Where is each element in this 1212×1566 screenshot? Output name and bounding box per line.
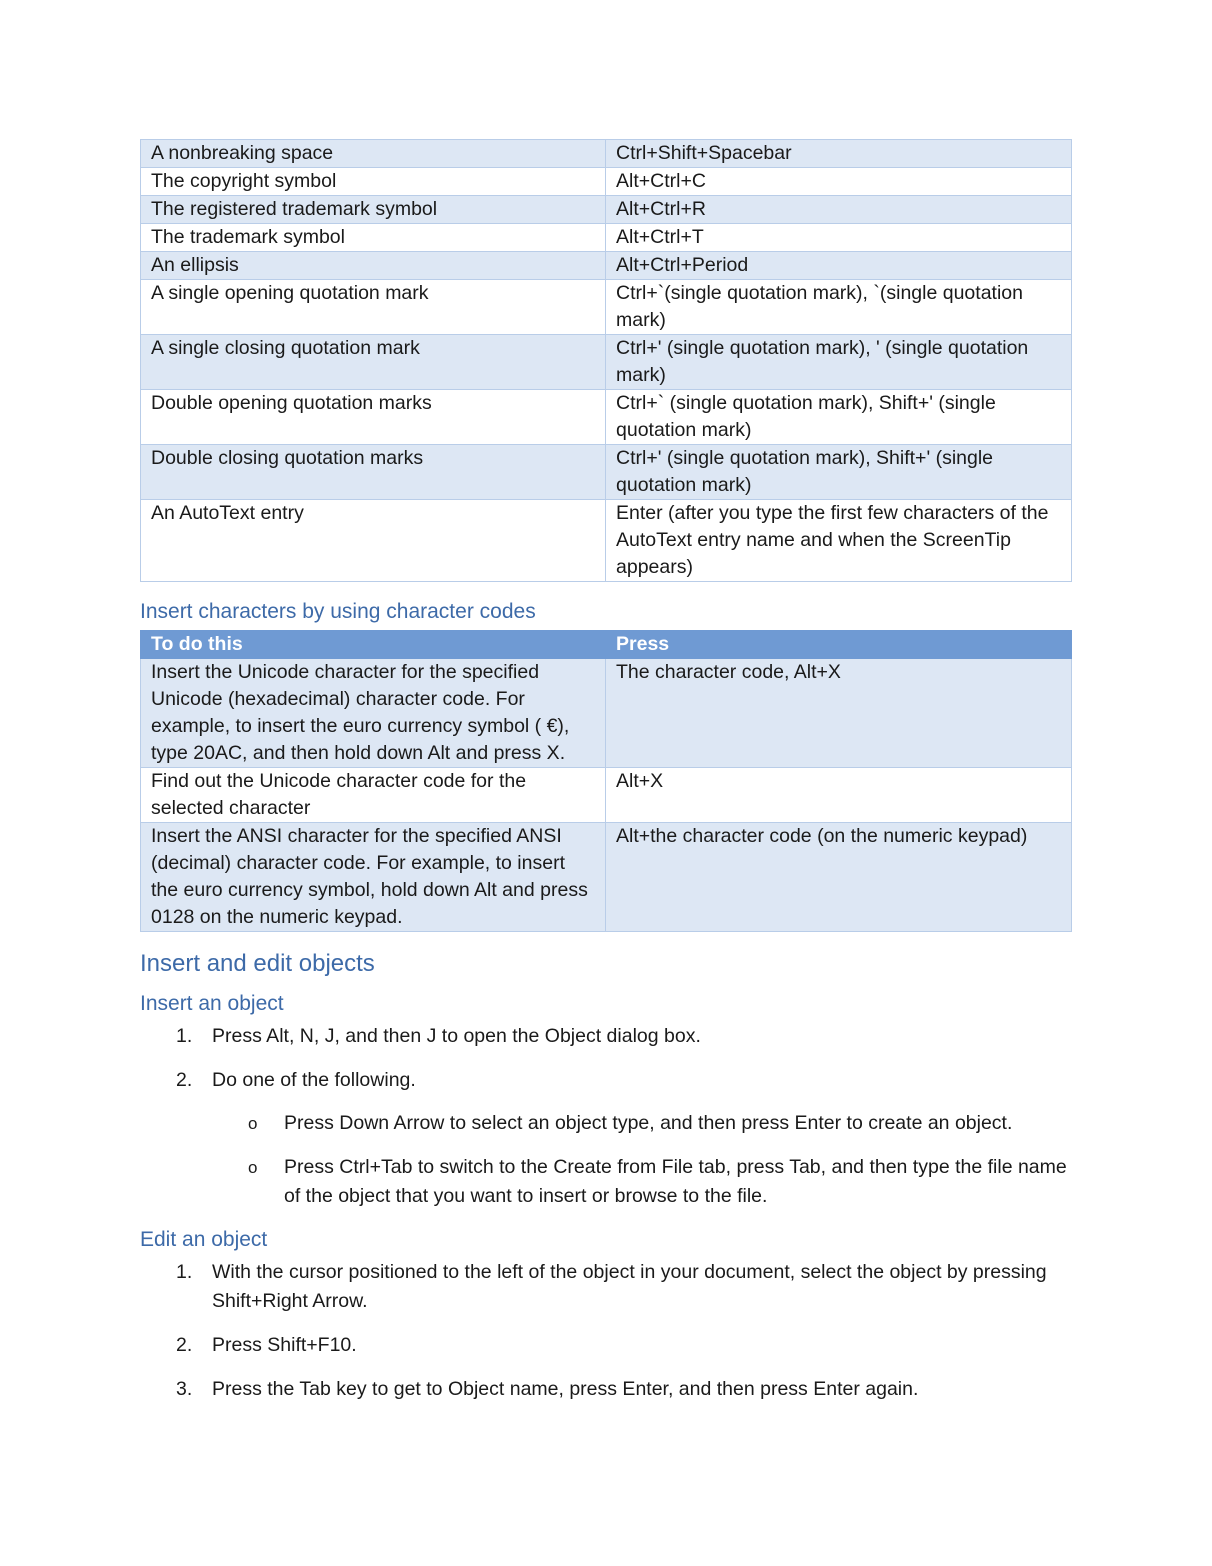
bullet-circle-icon: o bbox=[248, 1114, 258, 1133]
character-codes-table bbox=[140, 630, 1072, 932]
keys-cell: Alt+Ctrl+Period bbox=[606, 252, 1072, 280]
list-item bbox=[140, 1375, 1071, 1404]
list-item bbox=[140, 1022, 1071, 1051]
option-list bbox=[212, 1109, 1071, 1211]
action-cell: Find out the Unicode character code for the selected character bbox=[141, 768, 606, 823]
table-row bbox=[141, 445, 1072, 500]
step-text: Press the Tab key to get to Object name, press Enter, and then press Enter again. bbox=[212, 1378, 919, 1400]
table-row bbox=[141, 140, 1072, 168]
keys-cell: Alt+Ctrl+C bbox=[606, 168, 1072, 196]
character-codes-heading: Insert characters by using character codes bbox=[140, 600, 536, 623]
action-cell: An ellipsis bbox=[141, 252, 606, 280]
list-item bbox=[140, 1331, 1071, 1360]
action-cell: The registered trademark symbol bbox=[141, 196, 606, 224]
keys-cell: Alt+the character code (on the numeric keypad) bbox=[606, 823, 1072, 932]
action-cell: An AutoText entry bbox=[141, 500, 606, 582]
table-row bbox=[141, 168, 1072, 196]
step-number: 3. bbox=[176, 1378, 193, 1400]
table-row bbox=[141, 335, 1072, 390]
step-text: Press Shift+F10. bbox=[212, 1334, 357, 1356]
action-cell: A single closing quotation mark bbox=[141, 335, 606, 390]
keys-cell: Alt+X bbox=[606, 768, 1072, 823]
action-cell: Insert the ANSI character for the specified ANSI (decimal) character code. For example, to insert the euro currency symbol, hold down Alt and press 0128 on the numeric keypad. bbox=[141, 823, 606, 932]
option-text: Press Down Arrow to select an object type, and then press Enter to create an object. bbox=[284, 1112, 1013, 1134]
bullet-circle-icon: o bbox=[248, 1158, 258, 1177]
step-text: Do one of the following. bbox=[212, 1069, 416, 1091]
list-item bbox=[212, 1153, 1071, 1211]
action-cell: A single opening quotation mark bbox=[141, 280, 606, 335]
action-cell: A nonbreaking space bbox=[141, 140, 606, 168]
step-text: With the cursor positioned to the left of the object in your document, select the object by pressing Shift+Right Arrow. bbox=[212, 1261, 1047, 1312]
keys-cell: Alt+Ctrl+T bbox=[606, 224, 1072, 252]
step-number: 1. bbox=[176, 1025, 193, 1047]
list-item bbox=[212, 1109, 1071, 1138]
table-row bbox=[141, 390, 1072, 445]
option-text: Press Ctrl+Tab to switch to the Create from File tab, press Tab, and then type the file name of the object that you want to insert or browse to the file. bbox=[284, 1156, 1067, 1207]
table-row bbox=[141, 252, 1072, 280]
keys-cell: Ctrl+`(single quotation mark), `(single quotation mark) bbox=[606, 280, 1072, 335]
table-row bbox=[141, 823, 1072, 932]
keys-cell: Ctrl+' (single quotation mark), ' (single quotation mark) bbox=[606, 335, 1072, 390]
table-row bbox=[141, 280, 1072, 335]
step-text: Press Alt, N, J, and then J to open the Object dialog box. bbox=[212, 1025, 701, 1047]
edit-object-heading: Edit an object bbox=[140, 1228, 268, 1251]
table-row bbox=[141, 659, 1072, 768]
edit-object-steps bbox=[140, 1258, 1071, 1404]
action-cell: Double opening quotation marks bbox=[141, 390, 606, 445]
table-header-row bbox=[141, 631, 1072, 659]
keys-cell: Enter (after you type the first few characters of the AutoText entry name and when the ScreenTip appears) bbox=[606, 500, 1072, 582]
symbol-shortcut-table bbox=[140, 139, 1072, 582]
keys-cell: Ctrl+` (single quotation mark), Shift+' (single quotation mark) bbox=[606, 390, 1072, 445]
keys-cell: Ctrl+' (single quotation mark), Shift+' (single quotation mark) bbox=[606, 445, 1072, 500]
insert-object-steps bbox=[140, 1022, 1071, 1211]
insert-object-heading: Insert an object bbox=[140, 992, 284, 1015]
action-cell: The copyright symbol bbox=[141, 168, 606, 196]
column-header-action: To do this bbox=[141, 631, 606, 659]
action-cell: The trademark symbol bbox=[141, 224, 606, 252]
step-number: 2. bbox=[176, 1334, 193, 1356]
step-number: 2. bbox=[176, 1069, 193, 1091]
keys-cell: Alt+Ctrl+R bbox=[606, 196, 1072, 224]
table-row bbox=[141, 500, 1072, 582]
list-item bbox=[140, 1258, 1071, 1316]
objects-section-heading: Insert and edit objects bbox=[140, 950, 375, 977]
table-row bbox=[141, 224, 1072, 252]
document-page bbox=[140, 139, 1071, 1419]
keys-cell: Ctrl+Shift+Spacebar bbox=[606, 140, 1072, 168]
step-number: 1. bbox=[176, 1261, 193, 1283]
column-header-keys: Press bbox=[606, 631, 1072, 659]
action-cell: Double closing quotation marks bbox=[141, 445, 606, 500]
keys-cell: The character code, Alt+X bbox=[606, 659, 1072, 768]
table-row bbox=[141, 768, 1072, 823]
action-cell: Insert the Unicode character for the specified Unicode (hexadecimal) character code. For example, to insert the euro currency symbol ( €), type 20AC, and then hold down Alt and press X. bbox=[141, 659, 606, 768]
table-row bbox=[141, 196, 1072, 224]
list-item bbox=[140, 1066, 1071, 1211]
